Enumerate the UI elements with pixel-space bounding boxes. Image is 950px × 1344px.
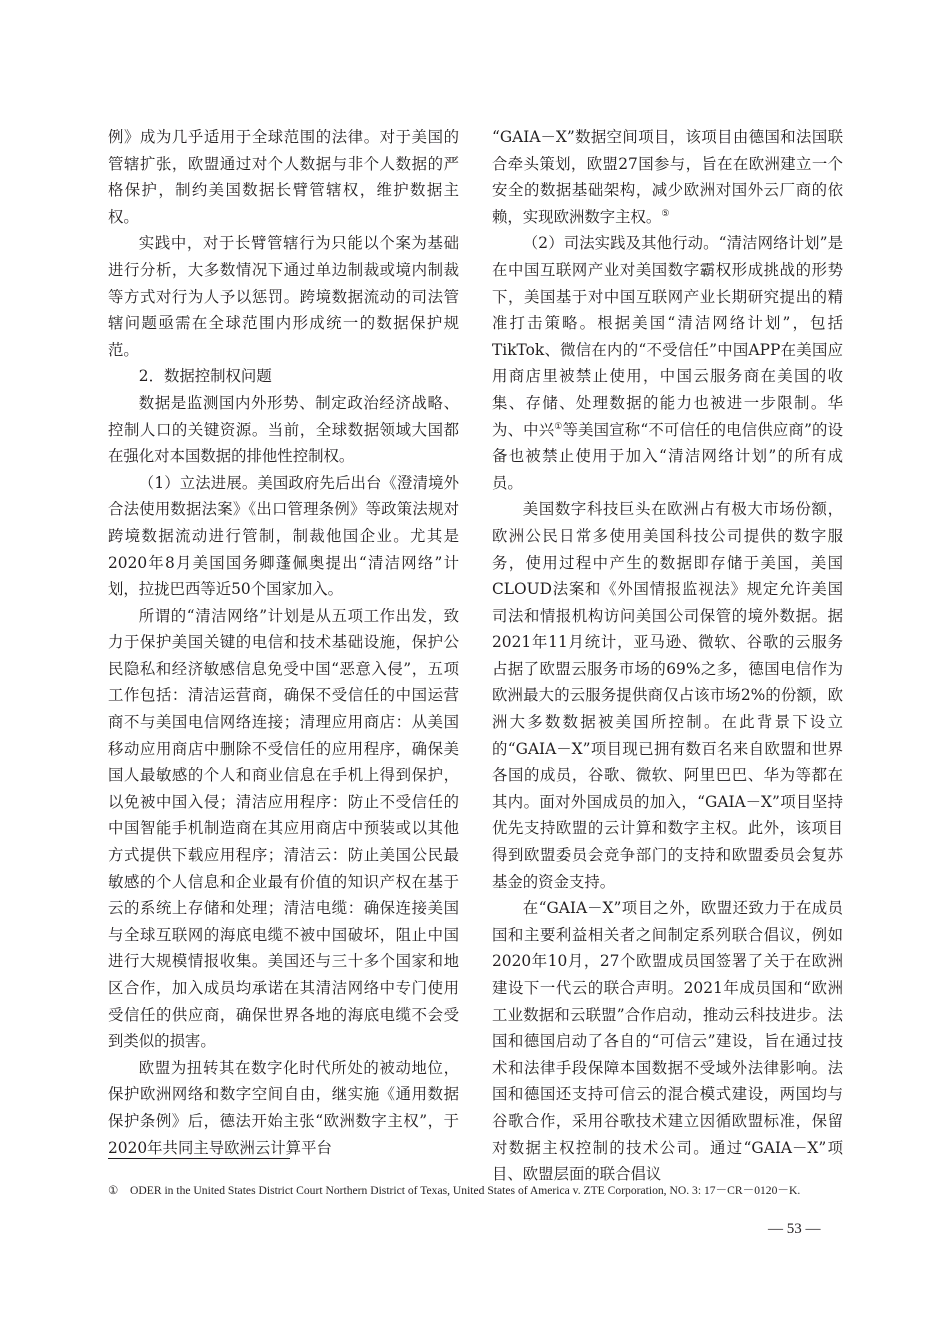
footnote-number: ① [108,1184,119,1197]
footnote-divider [108,1158,290,1159]
paragraph [492,124,843,230]
paragraph: 在“GAIA－X”项目之外，欧盟还致力于在成员国和主要利益相关者之间制定系列联合倡议，例如2020年10月，27个欧盟成员国签署了关于在欧洲建设下一代云的联合声明。2021年成员国和“欧洲工业数据和云联盟”合作启动，推动云科技进步。法国和德国启动了各自的“可信云”建设，旨在通过技术和法律手段保障本国数据不受域外法律影响。法国和德国还支持可信云的混合模式建设，两国均与谷歌合作，采用谷歌技术建立因循欧盟标准，保留对数据主权控制的技术公司。通过“GAIA－X”项目、欧盟层面的联合倡议 [492,899,843,1184]
page-number: — 53 — [768,1221,821,1237]
paragraph: 所谓的“清洁网络”计划是从五项工作出发，致力于保护美国关键的电信和技术基础设施，保护公民隐私和经济敏感信息免受中国“恶意入侵”，五项工作包括：清洁运营商，确保不受信任的中国运营商不与美国电信网络连接；清理应用商店：从美国移动应用商店中删除不受信任的应用程序，确保美国人最敏感的个人和商业信息在手机上得到保护，以免被中国入侵；清洁应用程序：防止不受信任的中国智能手机制造商在其应用商店中预装或以其他方式提供下载应用程序；清洁云：防止美国公民最敏感的个人信息和企业最有价值的知识产权在基于云的系统上存储和处理；清洁电缆：确保连接美国与全球互联网的海底电缆不被中国破坏，阻止中国进行大规模情报收集。美国还与三十多个国家和地区合作，加入成员均承诺在其清洁网络中专门使用受信任的供应商，确保世界各地的海底电缆不会受到类似的损害。 [108,606,459,1051]
footnote-text: ODER in the United States District Court Northern District of Texas, United States of America v. ZTE Corporation, NO. 3: 17－CR－0120－K. [130,1184,801,1197]
paragraph: 欧盟为扭转其在数字化时代所处的被动地位，保护欧洲网络和数字空间自由，继实施《通用数据保护条例》后，德法开始主张“欧洲数字主权”，于2020年共同主导欧洲云计算平台 [108,1058,459,1157]
footnote [108,1180,853,1201]
paragraph: 实践中，对于长臂管辖行为只能以个案为基础进行分析，大多数情况下通过单边制裁或境内制裁等方式对行为人予以惩罚。跨境数据流动的司法管辖问题亟需在全球范围内形成统一的数据保护规范。 [108,234,459,359]
paragraph: 例》成为几乎适用于全球范围的法律。对于美国的管辖扩张，欧盟通过对个人数据与非个人数据的严格保护，制约美国数据长臂管辖权，维护数据主权。 [108,128,459,226]
paragraph-text: 等美国宣称“不可信任的电信供应商”的设备也被禁止使用于加入“清洁网络计划”的所有成员。 [492,420,843,492]
paragraph-text: “GAIA－X”数据空间项目，该项目由德国和法国联合牵头策划，欧盟27国参与，旨在在欧洲建立一个安全的数据基础架构，减少欧洲对国外云厂商的依赖，实现欧洲数字主权。 [492,128,843,226]
paragraph-text: （2）司法实践及其他行动。“清洁网络计划”是在中国互联网产业对美国数字霸权形成挑战的形势下，美国基于对中国互联网产业长期研究提出的精准打击策略。根据美国“清洁网络计划”，包括TikTok、微信在内的“不受信任”中国APP在美国应用商店里被禁止使用，中国云服务商在美国的收集、存储、处理数据的能力也被进一步限制。华为、中兴 [492,234,843,439]
footnote-marker[interactable]: ① [554,421,563,432]
paragraph: （1）立法进展。美国政府先后出台《澄清境外合法使用数据法案》《出口管理条例》等政策法规对跨境数据流动进行管制，制裁他国企业。尤其是2020年8月美国国务卿蓬佩奥提出“清洁网络”计划，拉拢巴西等近50个国家加入。 [108,473,459,599]
left-column [108,124,459,1161]
paragraph [492,230,843,496]
right-column [492,124,843,1188]
paragraph: 美国数字科技巨头在欧洲占有极大市场份额，欧洲公民日常多使用美国科技公司提供的数字服务，使用过程中产生的数据即存储于美国，美国CLOUD法案和《外国情报监视法》规定允许美国司法和情报机构访问美国公司保管的境外数据。据2021年11月统计，亚马逊、微软、谷歌的云服务占据了欧盟云服务市场的69%之多，德国电信作为欧洲最大的云服务提供商仅占该市场2%的份额，欧洲大多数数据被美国所控制。在此背景下设立的“GAIA－X”项目现已拥有数百名来自欧盟和世界各国的成员，谷歌、微软、阿里巴巴、华为等都在其内。面对外国成员的加入，“GAIA－X”项目坚持优先支持欧盟的云计算和数字主权。此外，该项目得到欧盟委员会竞争部门的支持和欧盟委员会复苏基金的资金支持。 [492,500,843,891]
section-heading: 2．数据控制权问题 [138,367,272,386]
paragraph: 数据是监测国内外形势、制定政治经济战略、控制人口的关键资源。当前，全球数据领域大国都在强化对本国数据的排他性控制权。 [108,393,459,466]
reference-marker: ⑤ [661,208,670,219]
